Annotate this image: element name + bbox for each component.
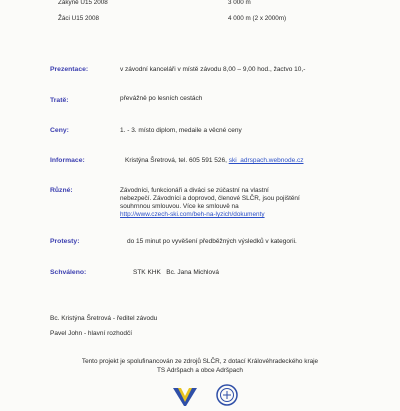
- footer-line-1: Tento projekt je spolufinancován ze zdrojů SLČR, z dotací Královéhradeckého kraje: [81, 358, 319, 365]
- protesty-value: do 15 minut po vyvěšení předběžných výsledků v kategorii.: [127, 238, 297, 245]
- prezentace-label: Prezentace:: [50, 66, 89, 73]
- trate-value: převážně po lesních cestách: [120, 95, 203, 102]
- informace-contact: Kristýna Šretrová, tel. 605 591 526,: [125, 157, 229, 164]
- informace-value: [125, 157, 304, 164]
- ski-federation-logo-icon: [216, 384, 238, 411]
- ruzne-paragraph: [120, 187, 300, 219]
- official-referee: Pavel John - hlavní rozhodčí: [50, 330, 133, 337]
- ruzne-documents-link[interactable]: http://www.czech-ski.com/beh-na-lyzich/dokumenty: [120, 211, 265, 218]
- ceny-label: Ceny:: [50, 127, 69, 134]
- protesty-label: Protesty:: [50, 238, 80, 245]
- informace-web-link[interactable]: ski_adrspach.webnode.cz: [228, 157, 304, 164]
- ceny-value: 1. - 3. místo diplom, medaile a věcné ceny: [120, 127, 242, 134]
- informace-label: Informace:: [50, 157, 85, 164]
- category-name-1: Žákyně U15 2008: [58, 0, 108, 6]
- ruzne-line-2: nebezpečí. Závodníci a doprovod, členové SLČR, jsou pojištění: [120, 195, 300, 202]
- footer-line-2: TS Adršpach a obce Adršpach: [157, 367, 243, 374]
- regional-crest-logo-icon: [172, 386, 198, 411]
- trate-label: Tratě:: [50, 97, 69, 104]
- category-distance-2: 4 000 m (2 x 2000m): [228, 15, 287, 22]
- ruzne-line-3: souhrnnou smlouvou. Více ke smlouvě na: [120, 203, 239, 210]
- schvaleno-value: STK KHK Bc. Jana Michlová: [133, 269, 219, 276]
- category-distance-1: 3 000 m: [228, 0, 251, 6]
- ruzne-label: Různé:: [50, 187, 73, 194]
- prezentace-value: v závodní kanceláři v místě závodu 8,00 – 9,00 hod., žactvo 10,-: [120, 66, 306, 73]
- ruzne-line-1: Závodníci, funkcionáři a diváci se zúčastní na vlastní: [120, 187, 269, 194]
- schvaleno-label: Schváleno:: [50, 269, 87, 276]
- official-director: Bc. Kristýna Šretrová - ředitel závodu: [50, 315, 158, 322]
- category-name-2: Žáci U15 2008: [58, 15, 99, 22]
